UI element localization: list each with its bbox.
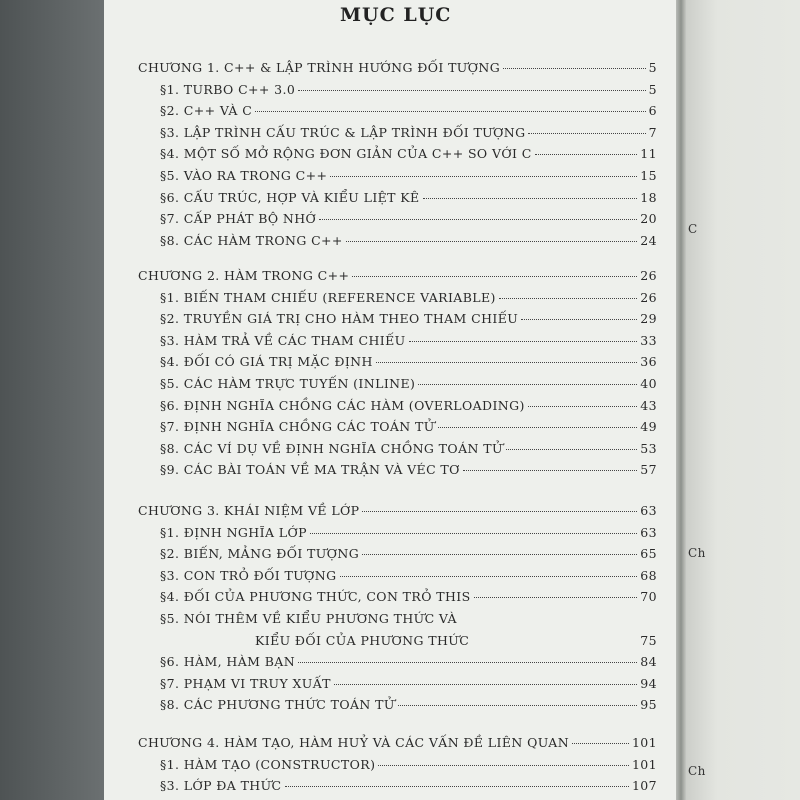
dot-leader [503, 68, 646, 69]
dot-leader [438, 427, 638, 428]
toc-section-row [160, 462, 657, 477]
section-title: §3. HÀM TRẢ VỀ CÁC THAM CHIẾU [160, 332, 406, 348]
page-title: MỤC LỤC [340, 4, 452, 26]
dot-leader [418, 384, 637, 385]
section-title: §4. ĐỐI CỦA PHƯƠNG THỨC, CON TRỎ THIS [160, 589, 471, 605]
section-title: §8. CÁC HÀM TRONG C++ [160, 232, 343, 248]
page-number: 7 [648, 124, 657, 140]
dot-leader [310, 533, 637, 534]
section-title: §8. CÁC PHƯƠNG THỨC TOÁN TỬ [160, 697, 395, 713]
page-number: 33 [640, 332, 657, 348]
section-title: §7. ĐỊNH NGHĨA CHỒNG CÁC TOÁN TỬ [160, 419, 435, 435]
page-number: 18 [640, 189, 657, 205]
book-gutter [676, 0, 686, 800]
dot-leader [319, 219, 637, 220]
toc-section-row [160, 398, 657, 413]
page-number: 20 [640, 211, 657, 227]
toc-section-row [255, 633, 657, 648]
dot-leader [340, 576, 638, 577]
page-number: 68 [640, 567, 657, 583]
page-number: 57 [640, 462, 657, 478]
page-number: 26 [640, 289, 657, 305]
chapter-title: CHƯƠNG 3. KHÁI NIỆM VỀ LỚP [138, 503, 360, 518]
page-number: 84 [640, 654, 657, 670]
section-title: §2. TRUYỀN GIÁ TRỊ CHO HÀM THEO THAM CHIẾU [160, 311, 519, 327]
page-number: 53 [640, 440, 657, 456]
dot-leader [255, 111, 645, 112]
section-title-continuation: KIỂU ĐỐI CỦA PHƯƠNG THỨC [255, 632, 470, 648]
toc-section-row [160, 654, 657, 669]
toc-section-row [160, 290, 657, 305]
toc-section-row [160, 525, 657, 540]
section-title: §3. LẬP TRÌNH CẤU TRÚC & LẬP TRÌNH ĐỐI TƯỢNG [160, 124, 526, 140]
dot-leader [409, 341, 638, 342]
chapter-title: CHƯƠNG 1. C++ & LẬP TRÌNH HƯỚNG ĐỐI TƯỢNG [138, 60, 501, 75]
dot-leader [528, 133, 645, 134]
left-background [0, 0, 104, 800]
dot-leader [572, 743, 629, 744]
toc-section-row [160, 376, 657, 391]
page-number: 65 [640, 546, 657, 562]
page-number: 70 [640, 589, 657, 605]
section-title: §4. ĐỐI CÓ GIÁ TRỊ MẶC ĐỊNH [160, 354, 373, 370]
dot-leader [499, 298, 637, 299]
toc-section-row [160, 546, 657, 561]
toc-section-row [160, 103, 657, 118]
section-title: §1. BIẾN THAM CHIẾU (REFERENCE VARIABLE) [160, 289, 496, 305]
adjacent-page-fragment: Ch [688, 764, 706, 778]
dot-leader [298, 662, 637, 663]
toc-chapter-row [138, 268, 657, 283]
dot-leader [352, 276, 637, 277]
page-number: 101 [631, 756, 657, 772]
page-number: 26 [640, 268, 657, 283]
section-title: §3. LỚP ĐA THỨC [160, 778, 282, 794]
section-title: §5. VÀO RA TRONG C++ [160, 168, 328, 183]
dot-leader [423, 198, 638, 199]
page-number: 43 [640, 397, 657, 413]
toc-section-row [160, 168, 657, 183]
section-title: §4. MỘT SỐ MỞ RỘNG ĐƠN GIẢN CỦA C++ SO VỚI C [160, 146, 532, 162]
toc-section-row [160, 82, 657, 97]
toc-section-row [160, 146, 657, 161]
dot-leader [521, 319, 637, 320]
section-title: §1. ĐỊNH NGHĨA LỚP [160, 524, 307, 540]
section-title: §5. CÁC HÀM TRỰC TUYẾN (INLINE) [160, 376, 416, 391]
dot-leader [535, 154, 638, 155]
page-number: 63 [640, 524, 657, 540]
dot-leader [362, 511, 637, 512]
adjacent-page-fragment: C [688, 222, 698, 236]
toc-section-row [160, 125, 657, 140]
section-title: §6. CẤU TRÚC, HỢP VÀ KIỂU LIỆT KÊ [160, 189, 420, 205]
page-number: 24 [640, 232, 657, 248]
toc-chapter-row [138, 503, 657, 518]
toc-section-row [160, 697, 657, 712]
section-title: §5. NÓI THÊM VỀ KIỂU PHƯƠNG THỨC VÀ [160, 611, 457, 626]
page-number: 29 [640, 311, 657, 327]
page-number: 5 [648, 81, 657, 97]
section-title: §9. CÁC BÀI TOÁN VỀ MA TRẬN VÀ VÉC TƠ [160, 462, 460, 478]
section-title: §6. HÀM, HÀM BẠN [160, 654, 296, 670]
dot-leader [298, 90, 645, 91]
page-number: 94 [640, 675, 657, 691]
dot-leader [362, 554, 637, 555]
page-number: 49 [640, 419, 657, 435]
page-number: 95 [640, 697, 657, 713]
toc-section-row [160, 676, 657, 691]
dot-leader [463, 470, 637, 471]
page-number: 11 [640, 146, 657, 162]
section-title: §1. HÀM TẠO (CONSTRUCTOR) [160, 756, 376, 772]
toc-section-row [160, 233, 657, 248]
page-number: 36 [640, 354, 657, 370]
section-title: §7. CẤP PHÁT BỘ NHỚ [160, 211, 317, 227]
dot-leader [378, 765, 629, 766]
page-number: 5 [648, 60, 657, 75]
page-number: 40 [640, 376, 657, 391]
page-number: 63 [640, 503, 657, 518]
toc-section-row [160, 190, 657, 205]
toc-section-row [160, 354, 657, 369]
dot-leader [346, 241, 637, 242]
toc-section-row [160, 757, 657, 772]
dot-leader [334, 684, 637, 685]
section-title: §1. TURBO C++ 3.0 [160, 81, 296, 97]
dot-leader [330, 176, 637, 177]
dot-leader [285, 786, 629, 787]
section-title: §6. ĐỊNH NGHĨA CHỒNG CÁC HÀM (OVERLOADING) [160, 397, 525, 413]
page-number: 6 [648, 103, 657, 119]
section-title: §7. PHẠM VI TRUY XUẤT [160, 675, 331, 691]
toc-section-row [160, 778, 657, 793]
dot-leader [398, 705, 638, 706]
toc-chapter-row [138, 735, 657, 750]
toc-section-row [160, 589, 657, 604]
toc-section-row [160, 211, 657, 226]
dot-leader [376, 362, 637, 363]
toc-chapter-row [138, 60, 657, 75]
section-title: §3. CON TRỎ ĐỐI TƯỢNG [160, 567, 337, 583]
page-number: 15 [640, 168, 657, 183]
chapter-title: CHƯƠNG 2. HÀM TRONG C++ [138, 268, 350, 283]
section-title: §2. C++ VÀ C [160, 103, 253, 119]
page-number: 107 [631, 778, 657, 794]
dot-leader [474, 597, 638, 598]
page-number: 101 [631, 735, 657, 750]
section-title: §2. BIẾN, MẢNG ĐỐI TƯỢNG [160, 546, 360, 562]
toc-section-row [160, 441, 657, 456]
adjacent-page [682, 0, 800, 800]
chapter-title: CHƯƠNG 4. HÀM TẠO, HÀM HUỶ VÀ CÁC VẤN ĐỀ LIÊN QUAN [138, 735, 570, 750]
section-title: §8. CÁC VÍ DỤ VỀ ĐỊNH NGHĨA CHỒNG TOÁN TỬ [160, 440, 503, 456]
dot-leader [506, 449, 637, 450]
page-number: 75 [640, 632, 657, 648]
toc-section-row [160, 311, 657, 326]
toc-section-row [160, 568, 657, 583]
adjacent-page-fragment: Ch [688, 546, 706, 560]
toc-section-row [160, 333, 657, 348]
dot-leader [528, 406, 637, 407]
toc-section-row [160, 419, 657, 434]
